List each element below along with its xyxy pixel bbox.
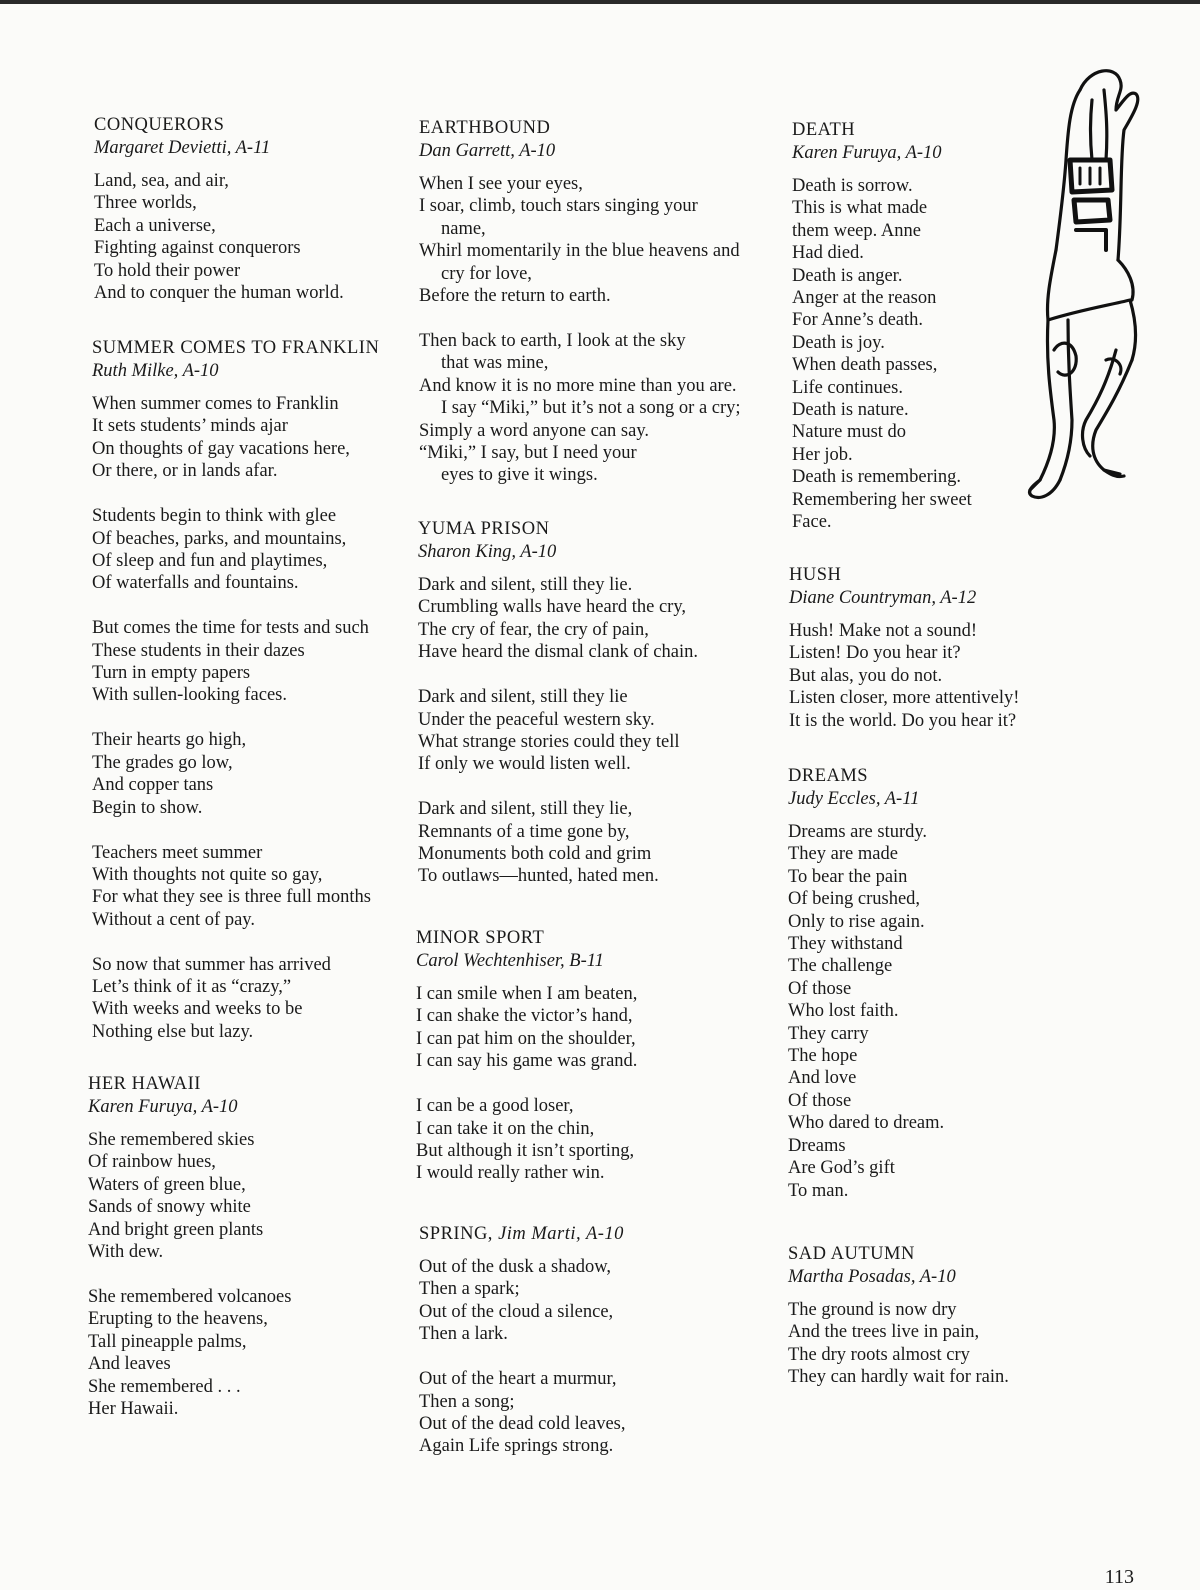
poem-line: It is the world. Do you hear it?	[789, 710, 1017, 731]
poem-line: The cry of fear, the cry of pain,	[418, 619, 649, 640]
poem-title: EARTHBOUND	[419, 118, 551, 138]
poem-line: Again Life springs strong.	[419, 1436, 614, 1457]
poem-line: Hush! Make not a sound!	[789, 621, 978, 641]
poem-spring	[419, 1223, 626, 1480]
poem-line: She remembered volcanoes	[88, 1286, 292, 1307]
poem-line: cry for love,	[441, 263, 532, 284]
poem-line: And know it is no more mine than you are.	[419, 375, 737, 396]
poem-title: CONQUERORS	[94, 115, 225, 135]
poem-line: I can be a good loser,	[416, 1096, 574, 1117]
stanza	[416, 1095, 637, 1185]
poem-line: Nothing else but lazy.	[92, 1021, 254, 1042]
poem-line: The ground is now dry	[788, 1300, 957, 1320]
poem-line: name,	[441, 218, 486, 239]
poem-author: Judy Eccles, A-11	[788, 789, 920, 809]
poem-line: Then a spark;	[419, 1279, 520, 1300]
poem-earthbound	[419, 117, 741, 509]
poem-line: Listen! Do you hear it?	[789, 643, 961, 664]
stanza	[418, 686, 698, 776]
poem-line: Their hearts go high,	[92, 730, 247, 751]
poem-line: When I see your eyes,	[419, 174, 583, 194]
poem-line: With sullen-looking faces.	[92, 685, 287, 706]
poem-line: Teachers meet summer	[92, 842, 263, 863]
poem-line: Tall pineapple palms,	[88, 1331, 247, 1352]
poem-author: Dan Garrett, A-10	[419, 141, 556, 161]
poem-line: Out of the cloud a silence,	[419, 1301, 614, 1322]
poem-line: Face.	[792, 512, 832, 533]
poem-author: Sharon King, A-10	[418, 542, 557, 562]
poem-title	[419, 1223, 626, 1246]
poem-line: I say “Miki,” but it’s not a song or a cry;	[441, 398, 741, 419]
poem-author: Carol Wechtenhiser, B-11	[416, 951, 604, 971]
poem-line: eyes to give it wings.	[441, 465, 598, 486]
poem-line: Have heard the dismal clank of chain.	[418, 642, 698, 663]
poem-line: These students in their dazes	[92, 640, 305, 661]
poem-title: SAD AUTUMN	[788, 1244, 915, 1264]
poem-title: MINOR SPORT	[416, 928, 545, 948]
poem-line: Under the peaceful western sky.	[418, 709, 655, 730]
poem-line: Monuments both cold and grim	[418, 844, 652, 865]
poem-line: And the trees live in pain,	[788, 1322, 980, 1343]
poem-line: Before the return to earth.	[419, 286, 611, 307]
stanza	[789, 620, 1019, 732]
poem-line: I soar, climb, touch stars singing your	[419, 196, 698, 217]
poem-line: And love	[788, 1068, 857, 1089]
poem-title: DEATH	[792, 120, 856, 140]
poem-line: And to conquer the human world.	[94, 283, 344, 304]
poem-line: Out of the dead cold leaves,	[419, 1413, 626, 1434]
poem-line: Death is sorrow.	[792, 176, 913, 196]
stanza	[419, 330, 741, 487]
stanza	[416, 983, 637, 1073]
poem-author: Diane Countryman, A-12	[789, 588, 977, 608]
poem-line: The grades go low,	[92, 752, 233, 773]
poem-line: But comes the time for tests and such	[92, 618, 369, 639]
poem-line: Then back to earth, I look at the sky	[419, 330, 686, 351]
stanza	[419, 1256, 626, 1346]
poem-line: Erupting to the heavens,	[88, 1309, 268, 1330]
poem-line: Let’s think of it as “crazy,”	[92, 977, 292, 998]
poem-line: Listen closer, more attentively!	[789, 688, 1020, 709]
poem-her-hawaii	[88, 1073, 291, 1443]
poem-line: Students begin to think with glee	[92, 506, 337, 527]
page-number: 113	[1104, 1566, 1134, 1588]
poem-line: Without a cent of pay.	[92, 909, 255, 930]
stanza	[419, 1368, 626, 1458]
poem-author: Martha Posadas, A-10	[788, 1267, 956, 1287]
poem-line: Turn in empty papers	[92, 663, 251, 684]
poem-author: Karen Furuya, A-10	[88, 1097, 238, 1117]
poem-line: Her Hawaii.	[88, 1398, 179, 1419]
poem-line: Death is joy.	[792, 332, 885, 353]
poem-line: For what they see is three full months	[92, 887, 371, 908]
poem-line: Fighting against conquerors	[94, 238, 301, 259]
poem-line: And bright green plants	[88, 1219, 264, 1240]
stanza	[788, 821, 944, 1202]
poem-line: that was mine,	[441, 353, 549, 374]
poem-line: Land, sea, and air,	[94, 171, 229, 191]
poem-line: Her job.	[792, 444, 853, 465]
poem-line: I would really rather win.	[416, 1163, 605, 1184]
poem-line: Then a lark.	[419, 1324, 508, 1345]
poem-line: Dark and silent, still they lie	[418, 687, 628, 708]
poem-line: Dark and silent, still they lie.	[418, 575, 633, 595]
poem-line: She remembered skies	[88, 1130, 255, 1150]
poem-summer-comes-to-franklin	[92, 337, 379, 1066]
poem-author: Margaret Devietti, A-11	[94, 138, 271, 158]
poem-line: Who lost faith.	[788, 1001, 899, 1022]
poem-author: Jim Marti, A-10	[498, 1224, 624, 1244]
poem-line: They can hardly wait for rain.	[788, 1367, 1009, 1388]
poem-line: Simply a word anyone can say.	[419, 420, 649, 441]
poem-line: Of those	[788, 1090, 852, 1111]
poem-line: It sets students’ minds ajar	[92, 416, 288, 437]
poem-title: YUMA PRISON	[418, 519, 550, 539]
poem-line: They withstand	[788, 934, 903, 955]
poem-line: The challenge	[788, 956, 893, 977]
poem-line: Of sleep and fun and playtimes,	[92, 550, 328, 571]
stanza	[88, 1129, 291, 1263]
stanza	[92, 617, 379, 707]
poem-death	[792, 119, 972, 556]
poem-line: To hold their power	[94, 260, 241, 281]
poem-line: They are made	[788, 844, 898, 865]
poem-line: To man.	[788, 1180, 849, 1201]
poem-line: Only to rise again.	[788, 911, 925, 932]
figure-illustration	[1020, 60, 1160, 510]
poem-line: Are God’s gift	[788, 1158, 895, 1179]
poem-title-text: SPRING,	[419, 1224, 493, 1244]
poem-line: But although it isn’t sporting,	[416, 1140, 635, 1161]
poem-line: When summer comes to Franklin	[92, 394, 339, 414]
stanza	[92, 393, 379, 483]
poem-line: To outlaws—hunted, hated men.	[418, 866, 659, 887]
poem-line: Begin to show.	[92, 797, 203, 818]
poem-line: If only we would listen well.	[418, 754, 631, 775]
poem-line: Dreams	[788, 1135, 846, 1156]
poem-conquerors	[94, 114, 344, 327]
poem-line: Death is remembering.	[792, 467, 962, 488]
poem-line: This is what made	[792, 198, 928, 219]
poem-line: I can pat him on the shoulder,	[416, 1028, 636, 1049]
poem-line: Of waterfalls and fountains.	[92, 573, 299, 594]
stanza	[92, 954, 379, 1044]
poem-line: Each a universe,	[94, 215, 216, 236]
stanza	[92, 842, 379, 932]
poem-line: Remembering her sweet	[792, 489, 972, 510]
poem-line: They carry	[788, 1023, 869, 1044]
poem-line: I can say his game was grand.	[416, 1051, 638, 1072]
poem-line: I can take it on the chin,	[416, 1118, 595, 1139]
poem-line: Nature must do	[792, 422, 907, 443]
poem-line: With dew.	[88, 1242, 164, 1263]
poem-minor-sport	[416, 927, 637, 1207]
poem-line: To bear the pain	[788, 866, 908, 887]
poem-line: Out of the dusk a shadow,	[419, 1257, 611, 1277]
stanza	[418, 574, 698, 664]
poem-title: HER HAWAII	[88, 1074, 201, 1094]
poem-line: Crumbling walls have heard the cry,	[418, 597, 686, 618]
poem-line: Death is anger.	[792, 265, 903, 286]
poem-line: Death is nature.	[792, 400, 909, 421]
poem-line: Whirl momentarily in the blue heavens and	[419, 241, 740, 262]
stanza	[94, 170, 344, 304]
page-top-edge	[0, 0, 1200, 4]
poem-line: Out of the heart a murmur,	[419, 1369, 617, 1390]
poem-line: When death passes,	[792, 355, 938, 376]
poem-line: The hope	[788, 1046, 858, 1067]
stanza	[788, 1299, 1009, 1389]
poem-line: And leaves	[88, 1354, 171, 1375]
stanza	[92, 729, 379, 819]
stanza	[419, 173, 741, 307]
poem-line: The dry roots almost cry	[788, 1344, 970, 1365]
poem-line: Dark and silent, still they lie,	[418, 799, 633, 820]
stanza	[88, 1286, 291, 1420]
poem-line: them weep. Anne	[792, 220, 921, 241]
poem-line: What strange stories could they tell	[418, 731, 680, 752]
poem-dreams	[788, 765, 944, 1224]
poem-yuma-prison	[418, 518, 698, 910]
poem-line: Waters of green blue,	[88, 1174, 246, 1195]
poem-line: With weeks and weeks to be	[92, 999, 303, 1020]
poem-line: Had died.	[792, 243, 864, 264]
poem-line: “Miki,” I say, but I need your	[419, 442, 637, 463]
poem-line: For Anne’s death.	[792, 310, 924, 331]
poem-line: With thoughts not quite so gay,	[92, 864, 323, 885]
poem-line: And copper tans	[92, 775, 214, 796]
poem-line: So now that summer has arrived	[92, 954, 331, 975]
poem-line: But alas, you do not.	[789, 665, 943, 686]
stanza	[418, 798, 698, 888]
poem-hush	[789, 564, 1019, 755]
poem-line: She remembered . . .	[88, 1376, 241, 1397]
stanza	[92, 505, 379, 595]
poem-line: Dreams are sturdy.	[788, 822, 928, 842]
poem-line: Or there, or in lands afar.	[92, 461, 278, 482]
poem-sad-autumn	[788, 1243, 1009, 1411]
poem-title: HUSH	[789, 565, 842, 585]
poem-line: Of being crushed,	[788, 889, 921, 910]
poem-line: Three worlds,	[94, 193, 197, 214]
poem-author: Karen Furuya, A-10	[792, 143, 942, 163]
poem-line: Of beaches, parks, and mountains,	[92, 528, 347, 549]
poem-line: Then a song;	[419, 1391, 515, 1412]
poem-line: Sands of snowy white	[88, 1197, 251, 1218]
poem-line: Anger at the reason	[792, 288, 937, 309]
poem-line: On thoughts of gay vacations here,	[92, 438, 350, 459]
poem-line: I can smile when I am beaten,	[416, 984, 638, 1004]
poem-line: I can shake the victor’s hand,	[416, 1006, 633, 1027]
poem-author: Ruth Milke, A-10	[92, 361, 219, 381]
poem-line: Life continues.	[792, 377, 903, 398]
poem-line: Who dared to dream.	[788, 1113, 945, 1134]
poem-line: Of those	[788, 978, 852, 999]
poem-title: SUMMER COMES TO FRANKLIN	[92, 338, 380, 358]
poem-line: Of rainbow hues,	[88, 1152, 216, 1173]
poem-line: Remnants of a time gone by,	[418, 821, 630, 842]
poem-title: DREAMS	[788, 766, 869, 786]
stanza	[792, 175, 972, 534]
